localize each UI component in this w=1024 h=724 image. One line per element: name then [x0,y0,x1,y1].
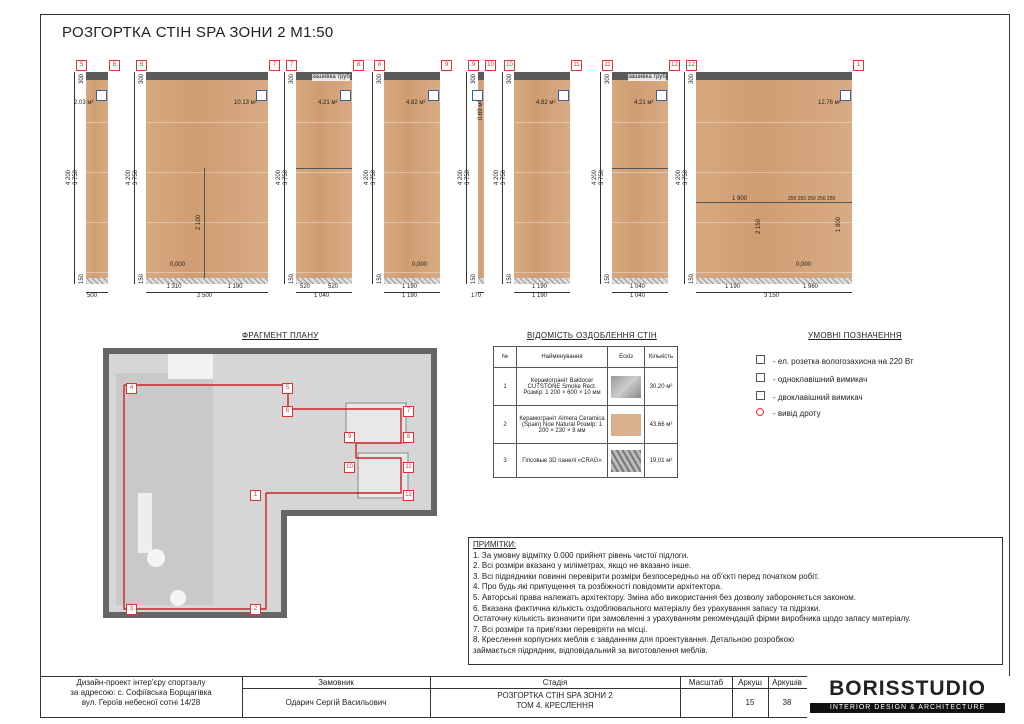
ceiling-slab [146,72,268,80]
plan-tag: 10 [344,462,355,473]
finish-tag [340,90,351,101]
height-150: 150 [139,273,145,284]
finish-tag [558,90,569,101]
floor-slab [86,278,108,284]
height-4200: 4 200 [66,169,72,185]
row-name: Керамограніт Almera Ceramica (Spain) Noe Natural Розмір: 1 200 × 230 × 8 мм [517,406,608,444]
note-line: 5. Авторські права належать архітектору. Зміна або використання без дозволу забороняється законом. [473,592,856,602]
tile-joint [514,272,570,273]
sheet-heading: Аркуш [738,678,762,687]
door-height: 2 100 [196,214,202,230]
row-qty: 30,20 м² [645,368,678,406]
notes-heading: ПРИМІТКИ: [473,540,517,549]
plan-tag: 3 [126,604,137,615]
wall-tag-left: 7 [286,60,297,71]
tile-joint [612,172,668,173]
wall-tag-left: 5 [76,60,87,71]
height-3750: 3 750 [501,169,507,185]
height-300: 300 [377,73,383,84]
tile-joint [696,172,852,173]
height-150: 150 [507,273,513,284]
wall-finish [696,80,852,278]
total-width: 1 040 [314,293,330,299]
finish-tag [472,90,483,101]
plan-tag: 5 [282,383,293,394]
height-300: 300 [605,73,611,84]
wall-finish [146,80,268,278]
finish-tag [656,90,667,101]
ceiling-slab [384,72,440,80]
wall-tag-left: 12 [686,60,697,71]
wall-tag-right: 9 [441,60,452,71]
plan-tag: 8 [403,432,414,443]
note-line: 1. За умовну відмітку 0.000 прийнят рівень чистої підлоги. [473,550,689,560]
page-title: РОЗГОРТКА СТІН SPA ЗОНИ 2 М1:50 [62,24,334,41]
segment-width: 1 190 [532,284,548,290]
wall-finish [514,80,570,278]
tile-joint [146,122,268,123]
tile-joint [296,122,352,123]
floor-slab [696,278,852,284]
legend-item-wire: - вивід дроту [756,408,821,418]
tile-joint [696,272,852,273]
legend-item-switch-double: - двоклавішний вимикач [756,391,863,402]
finish-tag [96,90,107,101]
wall-tag-left: 6 [136,60,147,71]
wall-area: 0.69 м² [478,100,484,120]
height-150: 150 [79,273,85,284]
segment-width: 1 190 [402,284,418,290]
tile-joint [296,222,352,223]
height-4200: 4 200 [458,169,464,185]
segment-width: 1 960 [803,284,819,290]
stage-value: РОЗГОРТКА СТІН SPA ЗОНИ 2 ТОМ 4. КРЕСЛЕННЯ [497,691,613,710]
total-width: 1 040 [630,293,646,299]
level-mark: 0,000 [796,262,812,268]
tile-joint [514,172,570,173]
customer-name: Одарич Сергій Васильович [285,698,387,707]
wall-tag-right: 8 [353,60,364,71]
customer-heading: Замовник [318,678,354,687]
tile-joint [146,222,268,223]
stage-heading: Стадія [542,678,568,687]
tile-joint [384,122,440,123]
dim-250-series: 250 250 250 250 250 [788,196,836,202]
tile-joint [612,222,668,223]
plan-tag: 9 [344,432,355,443]
height-4200: 4 200 [364,169,370,185]
wall-finish [384,80,440,278]
col-no: № [494,347,517,368]
height-4200: 4 200 [676,169,682,185]
tile-joint [514,122,570,123]
height-150: 150 [289,273,295,284]
scale-heading: Масштаб [688,678,724,687]
finishes-heading: ВІДОМІСТЬ ОЗДОБЛЕННЯ СТІН [527,331,657,340]
height-3750: 3 750 [599,169,605,185]
floor-slab [478,278,484,284]
wall-area: 10.13 м² [234,100,257,106]
note-line: 8. Креслення корпусних меблів є завданням для проектування. Детальною розробкою [473,635,795,645]
height-150: 150 [689,273,695,284]
total-width: 1 190 [402,293,418,299]
plan-tag: 1 [250,490,261,501]
wall-tag-left: 11 [602,60,613,71]
wall-finish [86,80,108,278]
glass-top [296,168,352,169]
height-3750: 3 750 [133,169,139,185]
studio-logo: BORISSTUDIO INTERIOR DESIGN & ARCHITECTURE [807,676,1010,718]
tile-joint [86,172,108,173]
tile-joint [696,122,852,123]
tile-joint [296,272,352,273]
plan-tag: 11 [403,462,414,473]
tile-joint [86,272,108,273]
col-qty: Кількість [645,347,678,368]
ceiling-slab [478,72,484,80]
total-width: 3 150 [764,293,780,299]
tile-joint [612,122,668,123]
floor-slab [146,278,268,284]
ceiling-slab [86,72,108,80]
wall-tag-right: 12 [669,60,680,71]
level-mark: 0,000 [170,262,186,268]
pipe-cover-label: зашивка труб [628,74,666,80]
tile-joint [514,222,570,223]
total-width: 2 500 [197,293,213,299]
note-line: 4. Про будь які припущення та розбіжності повідомити архітектора. [473,582,723,592]
ceiling-slab [514,72,570,80]
note-line: 3. Всі підрядники повинні перевірити розміри безпосередньо на об'єкті перед початком робіт. [473,571,820,581]
plan-heading: ФРАГМЕНТ ПЛАНУ [242,331,319,340]
plan-tag: 6 [282,406,293,417]
wall-tag-right: 1 [853,60,864,71]
dim-1800: 1 800 [836,216,842,232]
wall-finish [612,80,668,278]
height-300: 300 [689,73,695,84]
wall-area: 4.82 м² [406,100,426,106]
floor-plan [98,343,444,625]
height-150: 150 [377,273,383,284]
wall-tag-right: 10 [485,60,496,71]
finish-tag [428,90,439,101]
wall-tag-right: 7 [269,60,280,71]
plan-tag: 2 [250,604,261,615]
height-3750: 3 750 [73,169,79,185]
glass-top [612,168,668,169]
wall-tag-left: 8 [374,60,385,71]
tile-joint [384,272,440,273]
segment-width: 1 310 [166,284,182,290]
row-qty: 43,66 м² [645,406,678,444]
wall-area: 4.21 м² [318,100,338,106]
plan-tag: 4 [126,383,137,394]
wall-area: 4.21 м² [634,100,654,106]
height-300: 300 [507,73,513,84]
note-line: займається підрядник, відповідальний за виготовлення меблів. [473,645,708,655]
height-4200: 4 200 [494,169,500,185]
total-width: 500 [87,293,98,299]
legend-item-switch-single: - одноклавішний вимикач [756,373,867,384]
tile-joint [296,172,352,173]
row-name: Гіпсовые 3D панелі «CRAG» [517,444,608,478]
note-line: 7. Всі розміри та прив'язки перевіряти на місці. [473,624,648,634]
wall-area: 2.03 м² [74,100,94,106]
height-300: 300 [139,73,145,84]
dim-1900: 1 900 [732,196,748,202]
ceiling-slab [696,72,852,80]
segment-width: 1 190 [227,284,243,290]
tile-joint [86,222,108,223]
row-qty: 19,01 м² [645,444,678,478]
row-name: Керамограніт Baldocer CUTSTONE Smoke Rect. Розмір: 1 200 × 600 × 10 мм [517,368,608,406]
segment-width: 1 190 [725,284,741,290]
level-mark: 0,000 [412,262,428,268]
tile-joint [696,222,852,223]
legend-heading: УМОВНІ ПОЗНАЧЕННЯ [808,331,902,340]
total-width: 170 [471,293,482,299]
col-name: Найменування [517,347,608,368]
sheet-number: 15 [745,698,755,707]
finish-tag [256,90,267,101]
height-300: 300 [289,73,295,84]
tile-joint [612,272,668,273]
wall-area: 12.76 м² [818,100,841,106]
height-4200: 4 200 [276,169,282,185]
notes-box [468,537,1003,665]
tile-joint [384,222,440,223]
finish-tag [840,90,851,101]
dim-2150: 2 150 [756,218,762,234]
sheets-heading: Аркушів [772,678,802,687]
segment-width: 1 040 [630,284,646,290]
legend-item-socket: - ел. розетка вологозахисна на 220 Вт [756,355,914,366]
note-line: Остаточну кількість визначити при замовленні з урахуванням рекомендацій фірми виробника щодо запасу матеріалу. [473,614,911,624]
wall-tag-right: 11 [571,60,582,71]
height-150: 150 [471,273,477,284]
height-3750: 3 750 [371,169,377,185]
tile-joint [86,122,108,123]
height-3750: 3 750 [283,169,289,185]
row-no: 2 [494,406,517,444]
sketch-3d-panel [608,444,645,478]
height-300: 300 [471,73,477,84]
tile-joint [146,272,268,273]
height-3750: 3 750 [465,169,471,185]
sketch-tile-smoke [608,368,645,406]
plan-tag: 7 [403,406,414,417]
project-address: Дизайн-проект інтер'єру спортзалу за адресою: с. Софіївська Борщагівка вул. Героїв небесної сотні 14/28 [70,678,212,707]
plan-tag: 12 [403,490,414,501]
wall-tag-right: 6 [109,60,120,71]
note-line: 2. Всі розміри вказано у міліметрах, якщо не вказано інше. [473,561,692,571]
row-no: 1 [494,368,517,406]
tile-joint [146,172,268,173]
sketch-tile-wood [608,406,645,444]
sheets-total: 38 [782,698,792,707]
dim-line [696,202,852,203]
pipe-cover-label: зашивка труб [312,74,350,80]
wall-tag-left: 9 [468,60,479,71]
height-3750: 3 750 [683,169,689,185]
wall-tag-left: 10 [504,60,515,71]
height-300: 300 [79,73,85,84]
finishes-table [493,346,678,478]
wall-area: 4.82 м² [536,100,556,106]
col-sketch: Ескіз [608,347,645,368]
segment-width: 520 [300,284,311,290]
segment-width: 520 [328,284,339,290]
door-edge [204,168,205,278]
height-4200: 4 200 [592,169,598,185]
tile-joint [384,172,440,173]
row-no: 3 [494,444,517,478]
height-4200: 4 200 [126,169,132,185]
total-width: 1 190 [532,293,548,299]
note-line: 6. Вказана фактична кількість оздоблювального матеріалу без урахування запасу та підрізки. [473,603,821,613]
wall-finish [296,80,352,278]
height-150: 150 [605,273,611,284]
